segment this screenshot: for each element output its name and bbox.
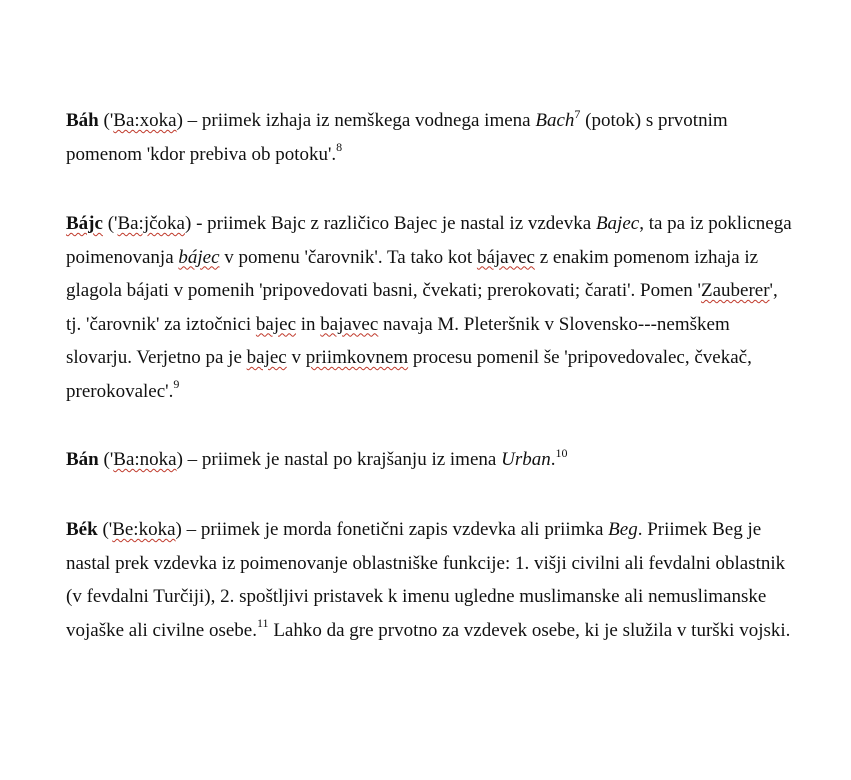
term: priimkovnem bbox=[305, 347, 409, 368]
footnote-ref[interactable]: 8 bbox=[336, 140, 343, 155]
term: bajavec bbox=[320, 313, 379, 335]
footnote-ref[interactable]: 11 bbox=[257, 616, 269, 631]
term: bajec bbox=[255, 313, 296, 335]
entry-ban: Bán ('Ba:noka) – priimek je nastal po krajšanju iz imena Urban.$^{10}$ bbox=[66, 445, 568, 470]
headword: Bék bbox=[66, 519, 98, 540]
headword: Bájc bbox=[66, 213, 103, 234]
etymon: Bajec bbox=[595, 213, 640, 234]
entry-bajc: Bájc ('Ba:jčoka) - priimek Bajc z različico Bajec je nastal iz vzdevka Bajec, ta pa iz poklicnega poimenovanja bájec v pomenu 'čarovnik'. Ta tako kot bájavec z enakim pomenom izhaja iz glagola bájati v pomenih 'pripovedovati basni, čvekati; prerokovati; čarati'. Pomen 'Zauberer', tj. 'čarovnik' za iztočnici bajec in bajavec navaja M. Pleteršnik v Slovensko---nemškem slovarju. Verjetno pa je bajec v priimkovnem procesu pomenil še 'pripovedovalec, čvekač, prerokovalec'.$^9$ bbox=[66, 213, 792, 402]
headword: Bán bbox=[66, 449, 99, 470]
etymon: Urban bbox=[501, 449, 551, 470]
entry-bek: Bék ('Be:koka) – priimek je morda fonetični zapis vzdevka ali priimka Beg. Priimek Beg je nastal prek vzdevka iz poimenovanje oblastniške funkcije: 1. višji civilni ali fevdalni oblastnik (v fevdalni Turčiji), 2. spoštljivi pristavek k imenu ugledne muslimanske ali nemuslimanske vojaške ali civilne osebe.$^{11}$ Lahko da gre prvotno za vzdevek osebe, ki je služila v turški vojski. bbox=[66, 519, 791, 641]
pronunciation: Be:koka bbox=[112, 519, 176, 540]
pronunciation: Ba:xoka bbox=[113, 110, 177, 131]
footnote-ref[interactable]: 9 bbox=[173, 377, 180, 392]
footnote-ref[interactable]: 10 bbox=[555, 445, 568, 460]
pronunciation: Ba:jčoka bbox=[117, 213, 185, 234]
etymon: Beg bbox=[608, 519, 638, 540]
footnote-ref[interactable]: 7 bbox=[574, 106, 581, 121]
term: bájec bbox=[178, 246, 220, 268]
pronunciation: Ba:noka bbox=[113, 449, 177, 470]
entry-bah: Báh ('Ba:xoka) – priimek izhaja iz nemškega vodnega imena Bach$^7$ (potok) s prvotnim pomenom 'kdor prebiva ob potoku'.$^8$ bbox=[66, 106, 728, 165]
etymon: Bach bbox=[535, 110, 575, 131]
term: Zauberer bbox=[700, 280, 770, 301]
term: bajec bbox=[246, 347, 287, 368]
headword: Báh bbox=[66, 110, 99, 131]
term: bájavec bbox=[476, 246, 535, 268]
